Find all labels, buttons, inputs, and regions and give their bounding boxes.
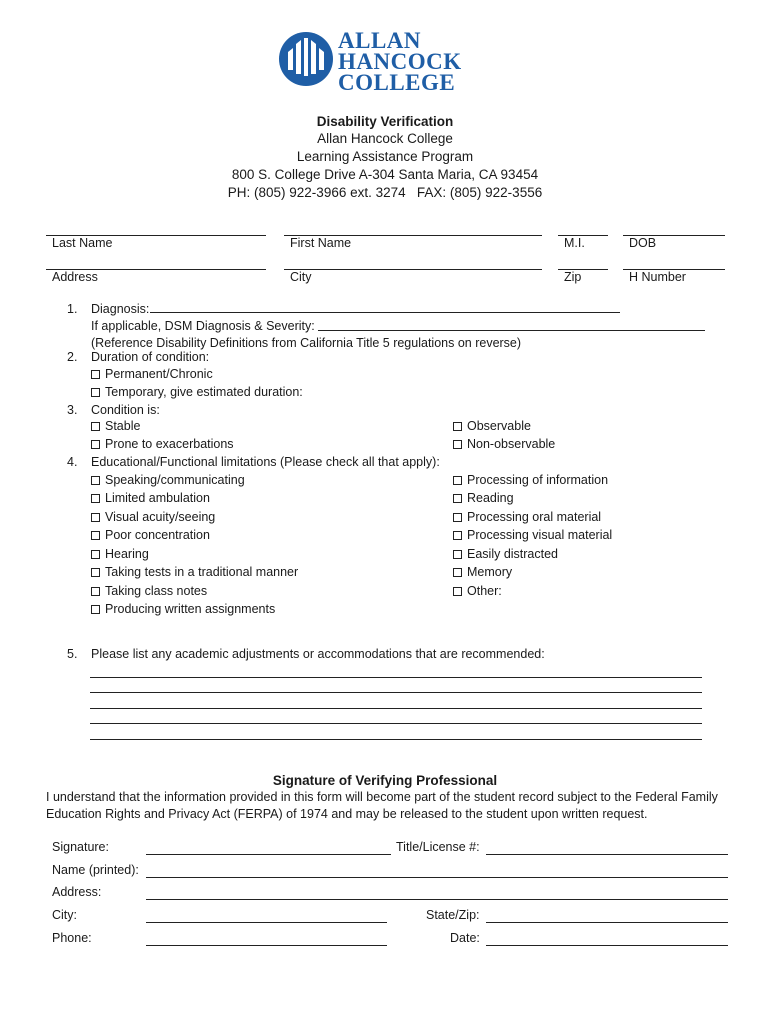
limitation-label: Taking class notes (105, 584, 208, 598)
limitation-option[interactable] (453, 491, 514, 506)
temporary-label: Temporary, give estimated duration: (105, 385, 303, 399)
date-label: Date: (450, 931, 480, 945)
last-name-label: Last Name (52, 236, 113, 250)
adjustments-label: Please list any academic adjustments or accommodations that are recommended: (91, 647, 545, 661)
item-4-number: 4. (67, 455, 78, 469)
header-line-phone: PH: (805) 922-3966 ext. 3274 FAX: (805) 922-3556 (227, 185, 543, 200)
city-label: City (290, 270, 312, 284)
adjustments-line[interactable] (90, 708, 702, 709)
adjustments-line[interactable] (90, 692, 702, 693)
ferpa-text-line-2: Education Rights and Privacy Act (FERPA) of 1974 and may be released to the student upon written request. (46, 807, 648, 821)
title-license-label: Title/License #: (396, 840, 480, 854)
checkbox-icon[interactable] (91, 388, 100, 397)
limitation-option[interactable] (453, 473, 608, 488)
temporary-option[interactable] (91, 385, 303, 400)
limitation-option[interactable] (91, 547, 149, 562)
header-line-address: 800 S. College Drive A-304 Santa Maria, CA 93454 (231, 167, 539, 182)
limitation-option[interactable] (453, 528, 612, 543)
signer-city-line[interactable] (146, 922, 387, 923)
logo-line-3: COLLEGE (338, 70, 456, 95)
limitation-option[interactable] (91, 510, 215, 525)
item-5-number: 5. (67, 647, 78, 661)
checkbox-icon[interactable] (453, 550, 462, 559)
limitation-label: Processing oral material (467, 510, 602, 524)
checkbox-icon[interactable] (91, 440, 100, 449)
header-line-program: Learning Assistance Program (296, 149, 474, 164)
non-observable-option[interactable] (453, 437, 555, 452)
signature-label: Signature: (52, 840, 109, 854)
limitation-label: Other: (467, 584, 502, 598)
adjustments-line[interactable] (90, 677, 702, 678)
condition-label: Condition is: (91, 403, 160, 417)
limitation-label: Processing visual material (467, 528, 613, 542)
h-number-label: H Number (629, 270, 686, 284)
limitations-label: Educational/Functional limitations (Please check all that apply): (91, 455, 440, 469)
diagnosis-label: Diagnosis: (91, 302, 150, 316)
limitation-option[interactable] (453, 565, 512, 580)
title-license-line[interactable] (486, 854, 728, 855)
item-1-number: 1. (67, 302, 78, 316)
signer-city-label: City: (52, 908, 77, 922)
limitation-label: Producing written assignments (105, 602, 276, 616)
phone-label: Phone: (52, 931, 92, 945)
checkbox-icon[interactable] (453, 494, 462, 503)
limitation-label: Limited ambulation (105, 491, 210, 505)
adjustments-line[interactable] (90, 723, 702, 724)
phone-line[interactable] (146, 945, 387, 946)
checkbox-icon[interactable] (453, 587, 462, 596)
prone-option[interactable] (91, 437, 234, 452)
checkbox-icon[interactable] (91, 513, 100, 522)
observable-label: Observable (467, 419, 531, 433)
limitation-label: Easily distracted (467, 547, 559, 561)
item-2-number: 2. (67, 350, 78, 364)
diagnosis-line[interactable] (150, 312, 620, 313)
limitation-option[interactable] (91, 584, 207, 599)
limitation-label: Visual acuity/seeing (105, 510, 216, 524)
limitation-label: Memory (467, 565, 513, 579)
name-printed-label: Name (printed): (52, 863, 139, 877)
dob-label: DOB (629, 236, 657, 250)
ferpa-text-line-1: I understand that the information provided in this form will become part of the student record subject to the Federal Family (46, 790, 718, 804)
permanent-label: Permanent/Chronic (105, 367, 213, 381)
header-line-college: Allan Hancock College (317, 131, 453, 146)
checkbox-icon[interactable] (453, 476, 462, 485)
checkbox-icon[interactable] (91, 605, 100, 614)
limitation-option[interactable] (91, 491, 210, 506)
limitation-label: Hearing (105, 547, 149, 561)
logo-line-2: HANCOCK (338, 49, 462, 74)
limitation-label: Processing of information (467, 473, 609, 487)
college-logo (278, 28, 478, 95)
limitation-option[interactable] (91, 473, 245, 488)
signature-line[interactable] (146, 854, 391, 855)
checkbox-icon[interactable] (91, 531, 100, 540)
mi-label: M.I. (564, 236, 585, 250)
dsm-label: If applicable, DSM Diagnosis & Severity: (91, 319, 315, 333)
limitation-label: Speaking/communicating (105, 473, 245, 487)
duration-label: Duration of condition: (91, 350, 210, 364)
adjustments-line[interactable] (90, 739, 702, 740)
reference-note: (Reference Disability Definitions from California Title 5 regulations on reverse) (91, 336, 522, 350)
limitation-option[interactable] (91, 528, 210, 543)
signer-address-label: Address: (52, 885, 102, 899)
signer-address-line[interactable] (146, 899, 728, 900)
checkbox-icon[interactable] (453, 513, 462, 522)
city-line[interactable] (284, 269, 542, 270)
non-observable-label: Non-observable (467, 437, 556, 451)
logo-emblem-icon (278, 30, 334, 88)
stable-option[interactable] (91, 419, 140, 434)
checkbox-icon[interactable] (91, 370, 100, 379)
date-line[interactable] (486, 945, 728, 946)
limitation-option[interactable] (453, 547, 558, 562)
first-name-label: First Name (290, 236, 352, 250)
checkbox-icon[interactable] (453, 568, 462, 577)
limitation-option[interactable] (91, 565, 298, 580)
checkbox-icon[interactable] (91, 568, 100, 577)
zip-label: Zip (564, 270, 582, 284)
limitation-label: Taking tests in a traditional manner (105, 565, 299, 579)
state-zip-line[interactable] (486, 922, 728, 923)
checkbox-icon[interactable] (453, 440, 462, 449)
form-title: Disability Verification (316, 114, 454, 129)
checkbox-icon[interactable] (453, 531, 462, 540)
signature-heading: Signature of Verifying Professional (272, 773, 498, 788)
limitation-option[interactable] (91, 602, 275, 617)
checkbox-icon[interactable] (91, 476, 100, 485)
checkbox-icon[interactable] (91, 494, 100, 503)
limitation-option[interactable] (453, 510, 601, 525)
item-3-number: 3. (67, 403, 78, 417)
dsm-line[interactable] (318, 330, 705, 331)
limitation-label: Reading (467, 491, 514, 505)
prone-label: Prone to exacerbations (105, 437, 234, 451)
state-zip-label: State/Zip: (426, 908, 480, 922)
address-label: Address (52, 270, 98, 284)
logo-line-1: ALLAN (338, 28, 422, 53)
limitation-option[interactable] (453, 584, 502, 599)
limitation-label: Poor concentration (105, 528, 210, 542)
checkbox-icon[interactable] (453, 422, 462, 431)
permanent-option[interactable] (91, 367, 213, 382)
observable-option[interactable] (453, 419, 531, 434)
checkbox-icon[interactable] (91, 550, 100, 559)
name-printed-line[interactable] (146, 877, 728, 878)
checkbox-icon[interactable] (91, 422, 100, 431)
stable-label: Stable (105, 419, 141, 433)
checkbox-icon[interactable] (91, 587, 100, 596)
